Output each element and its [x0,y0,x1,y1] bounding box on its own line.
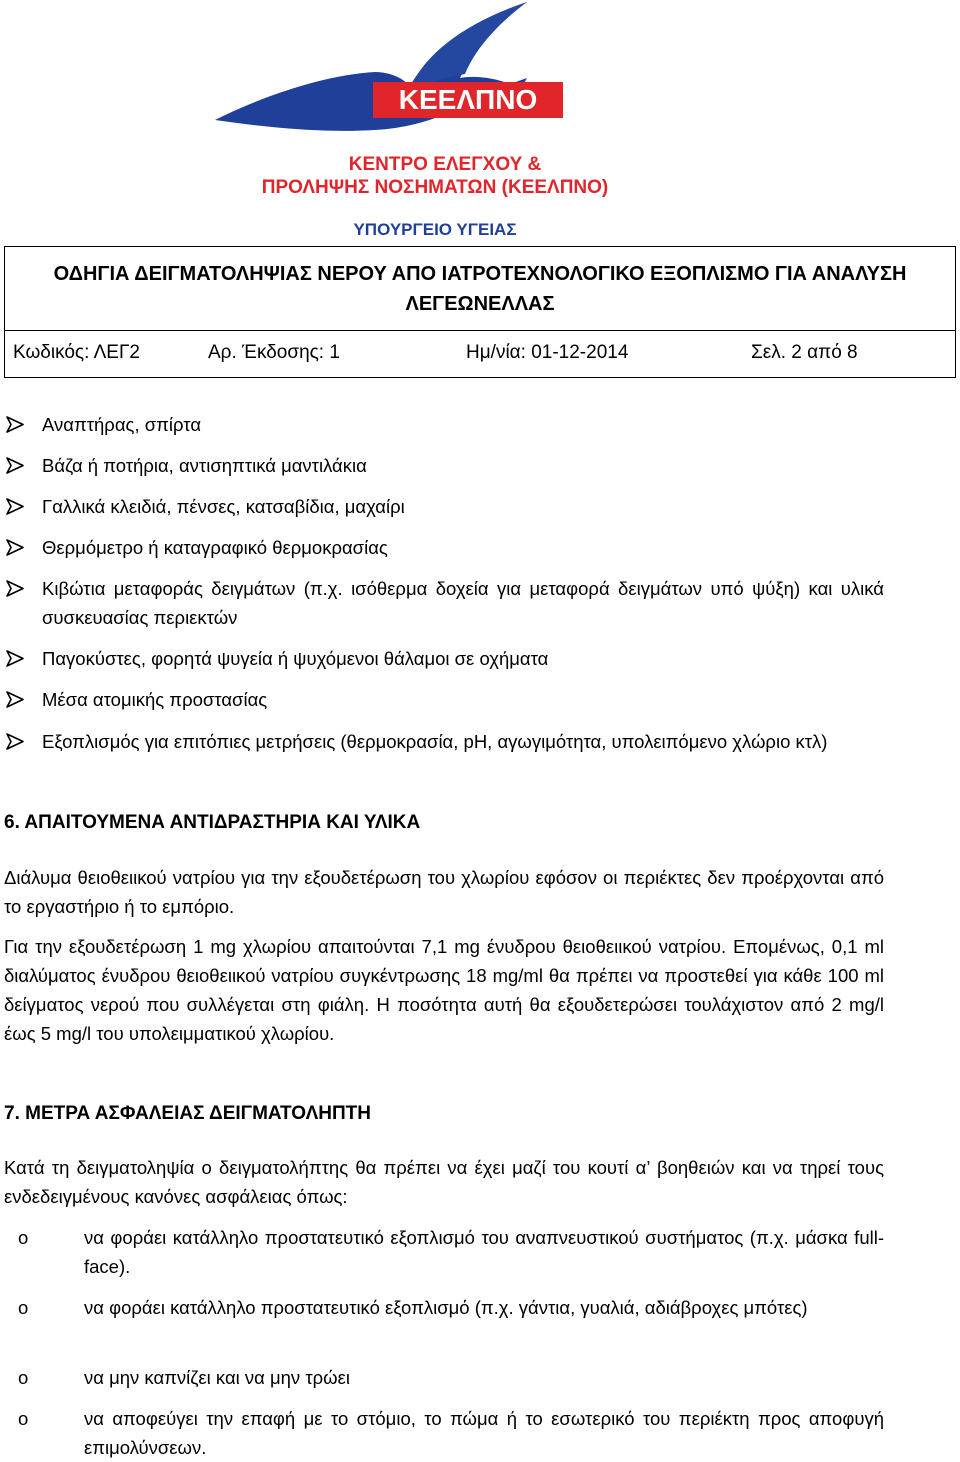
list-item-text: Μέσα ατομικής προστασίας [42,689,268,710]
list-item-text: Εξοπλισμός για επιτόπιες μετρήσεις (θερμοκρασία, pH, αγωγιμότητα, υπολειπόμενο χλώριο κτλ) [42,731,828,752]
logo-name: ΚΕΕΛΠΝΟ [398,84,538,115]
arrowhead-bullet-icon [4,451,34,480]
list-item [4,727,884,756]
list-item-text: Θερμόμετρο ή καταγραφικό θερμοκρασίας [42,537,388,558]
page-number: Σελ. 2 από 8 [751,342,858,363]
arrowhead-bullet-icon [4,644,34,673]
dove-wing-icon [411,2,527,86]
section-6-paragraph-1: Διάλυμα θειοθειικού νατρίου για την εξουδετέρωση του χλωρίου εφόσον οι περιέκτες δεν προέρχονται από το εργαστήριο ή το εμπόριο. [4,867,884,917]
list-item [4,451,884,480]
list-item [4,574,884,632]
section-7-heading: 7. ΜΕΤΡΑ ΑΣΦΑΛΕΙΑΣ ΔΕΙΓΜΑΤΟΛΗΠΤΗ [4,1103,372,1124]
arrowhead-bullet-icon [4,492,34,521]
list-item [4,533,884,562]
arrowhead-bullet-icon [4,533,34,562]
list-item-text: να φοράει κατάλληλο προστατευτικό εξοπλισμό (π.χ. γάντια, γυαλιά, αδιάβροχες μπότες) [84,1297,808,1318]
arrowhead-bullet-icon [4,685,34,714]
list-item-text: να αποφεύγει την επαφή με το στόμιο, το πώμα ή το εσωτερικό του περιέκτη προς αποφυγή επιμολύνσεων. [84,1408,884,1458]
keelpno-logo [175,0,715,245]
header-meta-row [5,331,955,377]
logo-line1: ΚΕΝΤΡΟ ΕΛΕΓΧΟΥ & [348,154,542,175]
circle-bullet-icon: o [18,1408,29,1429]
list-item-text: Παγοκύστες, φορητά ψυγεία ή ψυχόμενοι θάλαμοι σε οχήματα [42,648,549,669]
list-item-text: Κιβώτια μεταφοράς δειγμάτων (π.χ. ισόθερμα δοχεία για μεταφορά δειγμάτων υπό ψύξη) και υλικά συσκευασίας περιεκτών [42,578,884,628]
list-item-text: Βάζα ή ποτήρια, αντισηπτικά μαντιλάκια [42,455,367,476]
logo-line3: ΥΠΟΥΡΓΕΙΟ ΥΓΕΙΑΣ [353,220,517,239]
section-6-paragraph-2: Για την εξουδετέρωση 1 mg χλωρίου απαιτούνται 7,1 mg ένυδρου θειοθειικού νατρίου. Επομένως, 0,1 ml διαλύματος ένυδρου θειοθειικού νατρίου συγκέντρωσης 18 mg/ml θα πρέπει να προστεθεί για κάθε 100 ml δείγματος νερού που συλλέγεται στη φιάλη. Η ποσότητα αυτή θα εξουδετερώσει τουλάχιστον από 2 mg/l έως 5 mg/l του υπολειμματικού χλωρίου. [4,936,884,1044]
list-item [4,1223,884,1281]
circle-bullet-icon: o [18,1367,29,1388]
list-item-text: Γαλλικά κλειδιά, πένσες, κατσαβίδια, μαχαίρι [42,496,405,517]
list-item [4,1404,884,1462]
logo-line2: ΠΡΟΛΗΨΗΣ ΝΟΣΗΜΑΤΩΝ (ΚΕΕΛΠΝΟ) [261,177,609,198]
list-item [4,1363,884,1392]
list-item-text: να φοράει κατάλληλο προστατευτικό εξοπλισμό του αναπνευστικού συστήματος (π.χ. μάσκα full-face). [84,1227,884,1277]
list-item [4,1293,884,1322]
arrowhead-bullet-icon [4,727,34,756]
document-code: Κωδικός: ΛΕΓ2 [13,342,140,363]
list-item [4,492,884,521]
list-item [4,685,884,714]
list-item [4,410,884,439]
section-7-intro: Κατά τη δειγματοληψία ο δειγματολήπτης θα πρέπει να έχει μαζί του κουτί α’ βοηθειών και να τηρεί τους ενδεδειγμένους κανόνες ασφάλειας όπως: [4,1157,884,1207]
circle-bullet-icon: o [18,1227,29,1248]
document-header [4,246,956,378]
list-item [4,644,884,673]
list-item-text: Αναπτήρας, σπίρτα [42,414,202,435]
circle-bullet-icon: o [18,1297,29,1318]
document-date: Ημ/νία: 01-12-2014 [466,342,629,363]
section-6-heading: 6. ΑΠΑΙΤΟΥΜΕΝΑ ΑΝΤΙΔΡΑΣΤΗΡΙΑ ΚΑΙ ΥΛΙΚΑ [4,812,421,833]
document-edition: Αρ. Έκδοσης: 1 [208,342,340,363]
arrowhead-bullet-icon [4,574,34,603]
arrowhead-bullet-icon [4,410,34,439]
list-item-text: να μην καπνίζει και να μην τρώει [84,1367,350,1388]
logo-graphic [175,0,715,245]
document-title: ΟΔΗΓΙΑ ΔΕΙΓΜΑΤΟΛΗΨΙΑΣ ΝΕΡΟΥ ΑΠΟ ΙΑΤΡΟΤΕΧΝΟΛΟΓΙΚΟ ΕΞΟΠΛΙΣΜΟ ΓΙΑ ΑΝΑΛΥΣΗ ΛΕΓΕΩΝΕΛΛΑΣ [5,247,955,331]
